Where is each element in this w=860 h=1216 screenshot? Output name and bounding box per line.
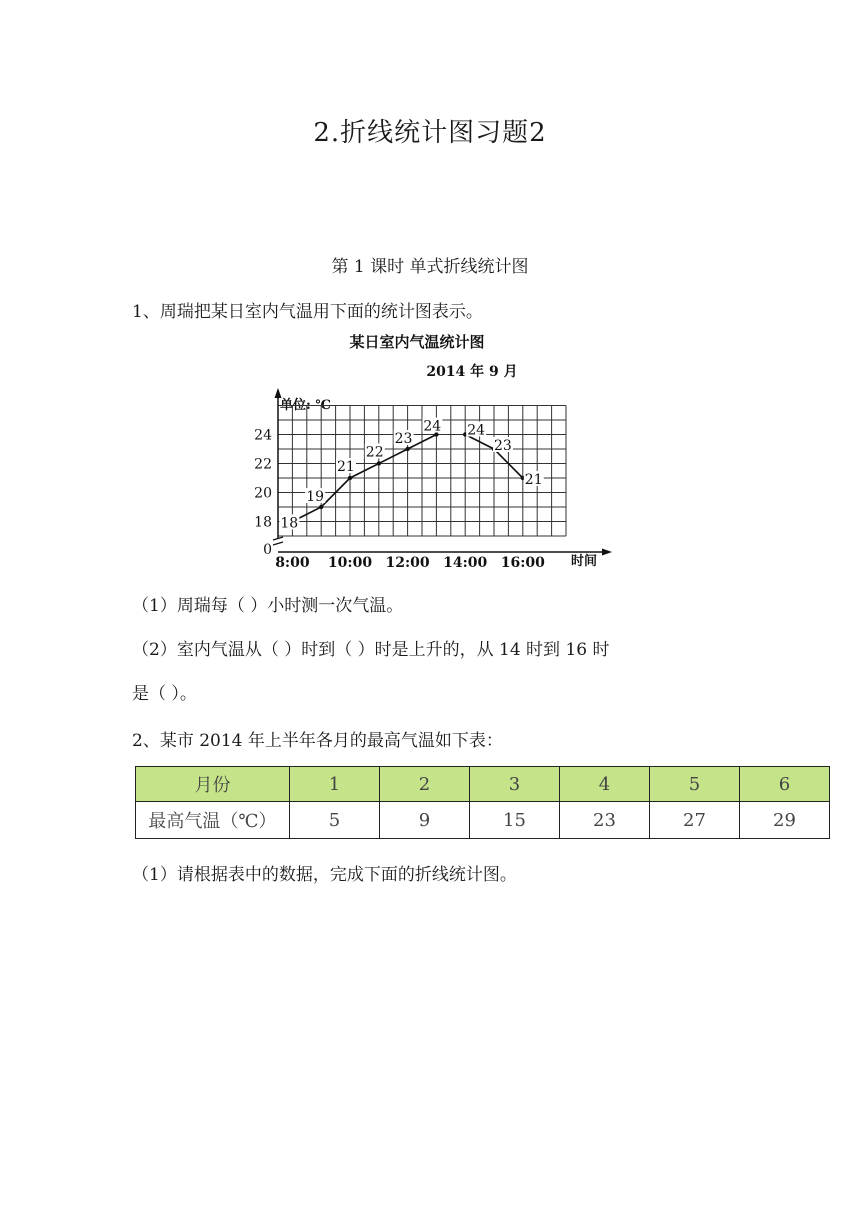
data-point bbox=[319, 505, 323, 509]
data-label: 23 bbox=[394, 431, 413, 447]
table-header-row bbox=[136, 767, 830, 802]
y-tick-label: 24 bbox=[254, 427, 272, 444]
question-1-sub-2-line-2: 是（ ）。 bbox=[132, 684, 197, 704]
x-axis-label: 时间 bbox=[571, 554, 598, 569]
y-tick-label: 0 bbox=[263, 542, 272, 558]
temperature-cell: 27 bbox=[650, 802, 740, 839]
month-cell: 3 bbox=[470, 767, 560, 802]
monthly-high-temperature-table bbox=[135, 766, 830, 839]
data-label: 24 bbox=[467, 422, 486, 439]
question-1-sub-2-line-1: （2）室内气温从（ ）时到（ ）时是上升的，从 14 时到 16 时 bbox=[132, 640, 610, 660]
y-axis-unit-label: 单位: ℃ bbox=[280, 398, 331, 413]
data-label: 23 bbox=[494, 438, 512, 454]
question-1-text: 1、周瑞把某日室内气温用下面的统计图表示。 bbox=[132, 302, 483, 322]
page-title: 2.折线统计图习题2 bbox=[313, 118, 547, 148]
data-point bbox=[348, 476, 352, 480]
lesson-title: 第 1 课时 单式折线统计图 bbox=[331, 257, 529, 277]
x-tick-label: 12:00 bbox=[385, 555, 430, 571]
data-label: 21 bbox=[524, 472, 543, 488]
question-2-sub-1: （1）请根据表中的数据，完成下面的折线统计图。 bbox=[132, 865, 517, 885]
data-label: 22 bbox=[365, 444, 384, 461]
chart-axes bbox=[273, 388, 612, 556]
month-cell: 5 bbox=[650, 767, 740, 802]
temperature-cell: 29 bbox=[740, 802, 830, 839]
chart-subtitle: 2014 年 9 月 bbox=[426, 364, 518, 380]
temperature-cell: 9 bbox=[380, 802, 470, 839]
y-tick-labels bbox=[254, 428, 272, 559]
data-point bbox=[405, 447, 409, 451]
temperature-cell: 5 bbox=[290, 802, 380, 839]
y-tick-label: 20 bbox=[254, 485, 272, 502]
y-tick-label: 18 bbox=[254, 514, 272, 531]
data-label: 19 bbox=[306, 489, 325, 505]
temperature-cell: 23 bbox=[560, 802, 650, 839]
x-tick-labels bbox=[275, 555, 545, 571]
data-label: 24 bbox=[423, 418, 442, 435]
question-1-sub-1: （1）周瑞每（ ）小时测一次气温。 bbox=[132, 596, 404, 616]
data-label: 18 bbox=[280, 515, 299, 532]
row-label-cell: 最高气温（℃） bbox=[136, 802, 290, 839]
header-label-cell: 月份 bbox=[136, 767, 290, 802]
temperature-cell: 15 bbox=[470, 802, 560, 839]
month-cell: 6 bbox=[740, 767, 830, 802]
table-temperature-row bbox=[136, 802, 830, 839]
chart-title: 某日室内气温统计图 bbox=[349, 333, 485, 351]
data-label: 21 bbox=[337, 459, 355, 475]
y-tick-label: 22 bbox=[254, 456, 272, 473]
data-point bbox=[377, 461, 381, 465]
chart-grid bbox=[278, 406, 566, 537]
indoor-temperature-line-chart bbox=[240, 328, 620, 574]
x-tick-label: 10:00 bbox=[327, 555, 373, 571]
x-tick-label: 8:00 bbox=[275, 555, 310, 571]
month-cell: 4 bbox=[560, 767, 650, 802]
x-tick-label: 14:00 bbox=[443, 555, 488, 571]
y-axis-arrow bbox=[275, 388, 282, 398]
month-cell: 2 bbox=[380, 767, 470, 802]
x-tick-label: 16:00 bbox=[500, 555, 545, 571]
question-2-text: 2、某市 2014 年上半年各月的最高气温如下表： bbox=[132, 731, 503, 751]
x-axis-arrow bbox=[602, 549, 612, 556]
y-axis-break-mark bbox=[273, 537, 283, 545]
month-cell: 1 bbox=[290, 767, 380, 802]
